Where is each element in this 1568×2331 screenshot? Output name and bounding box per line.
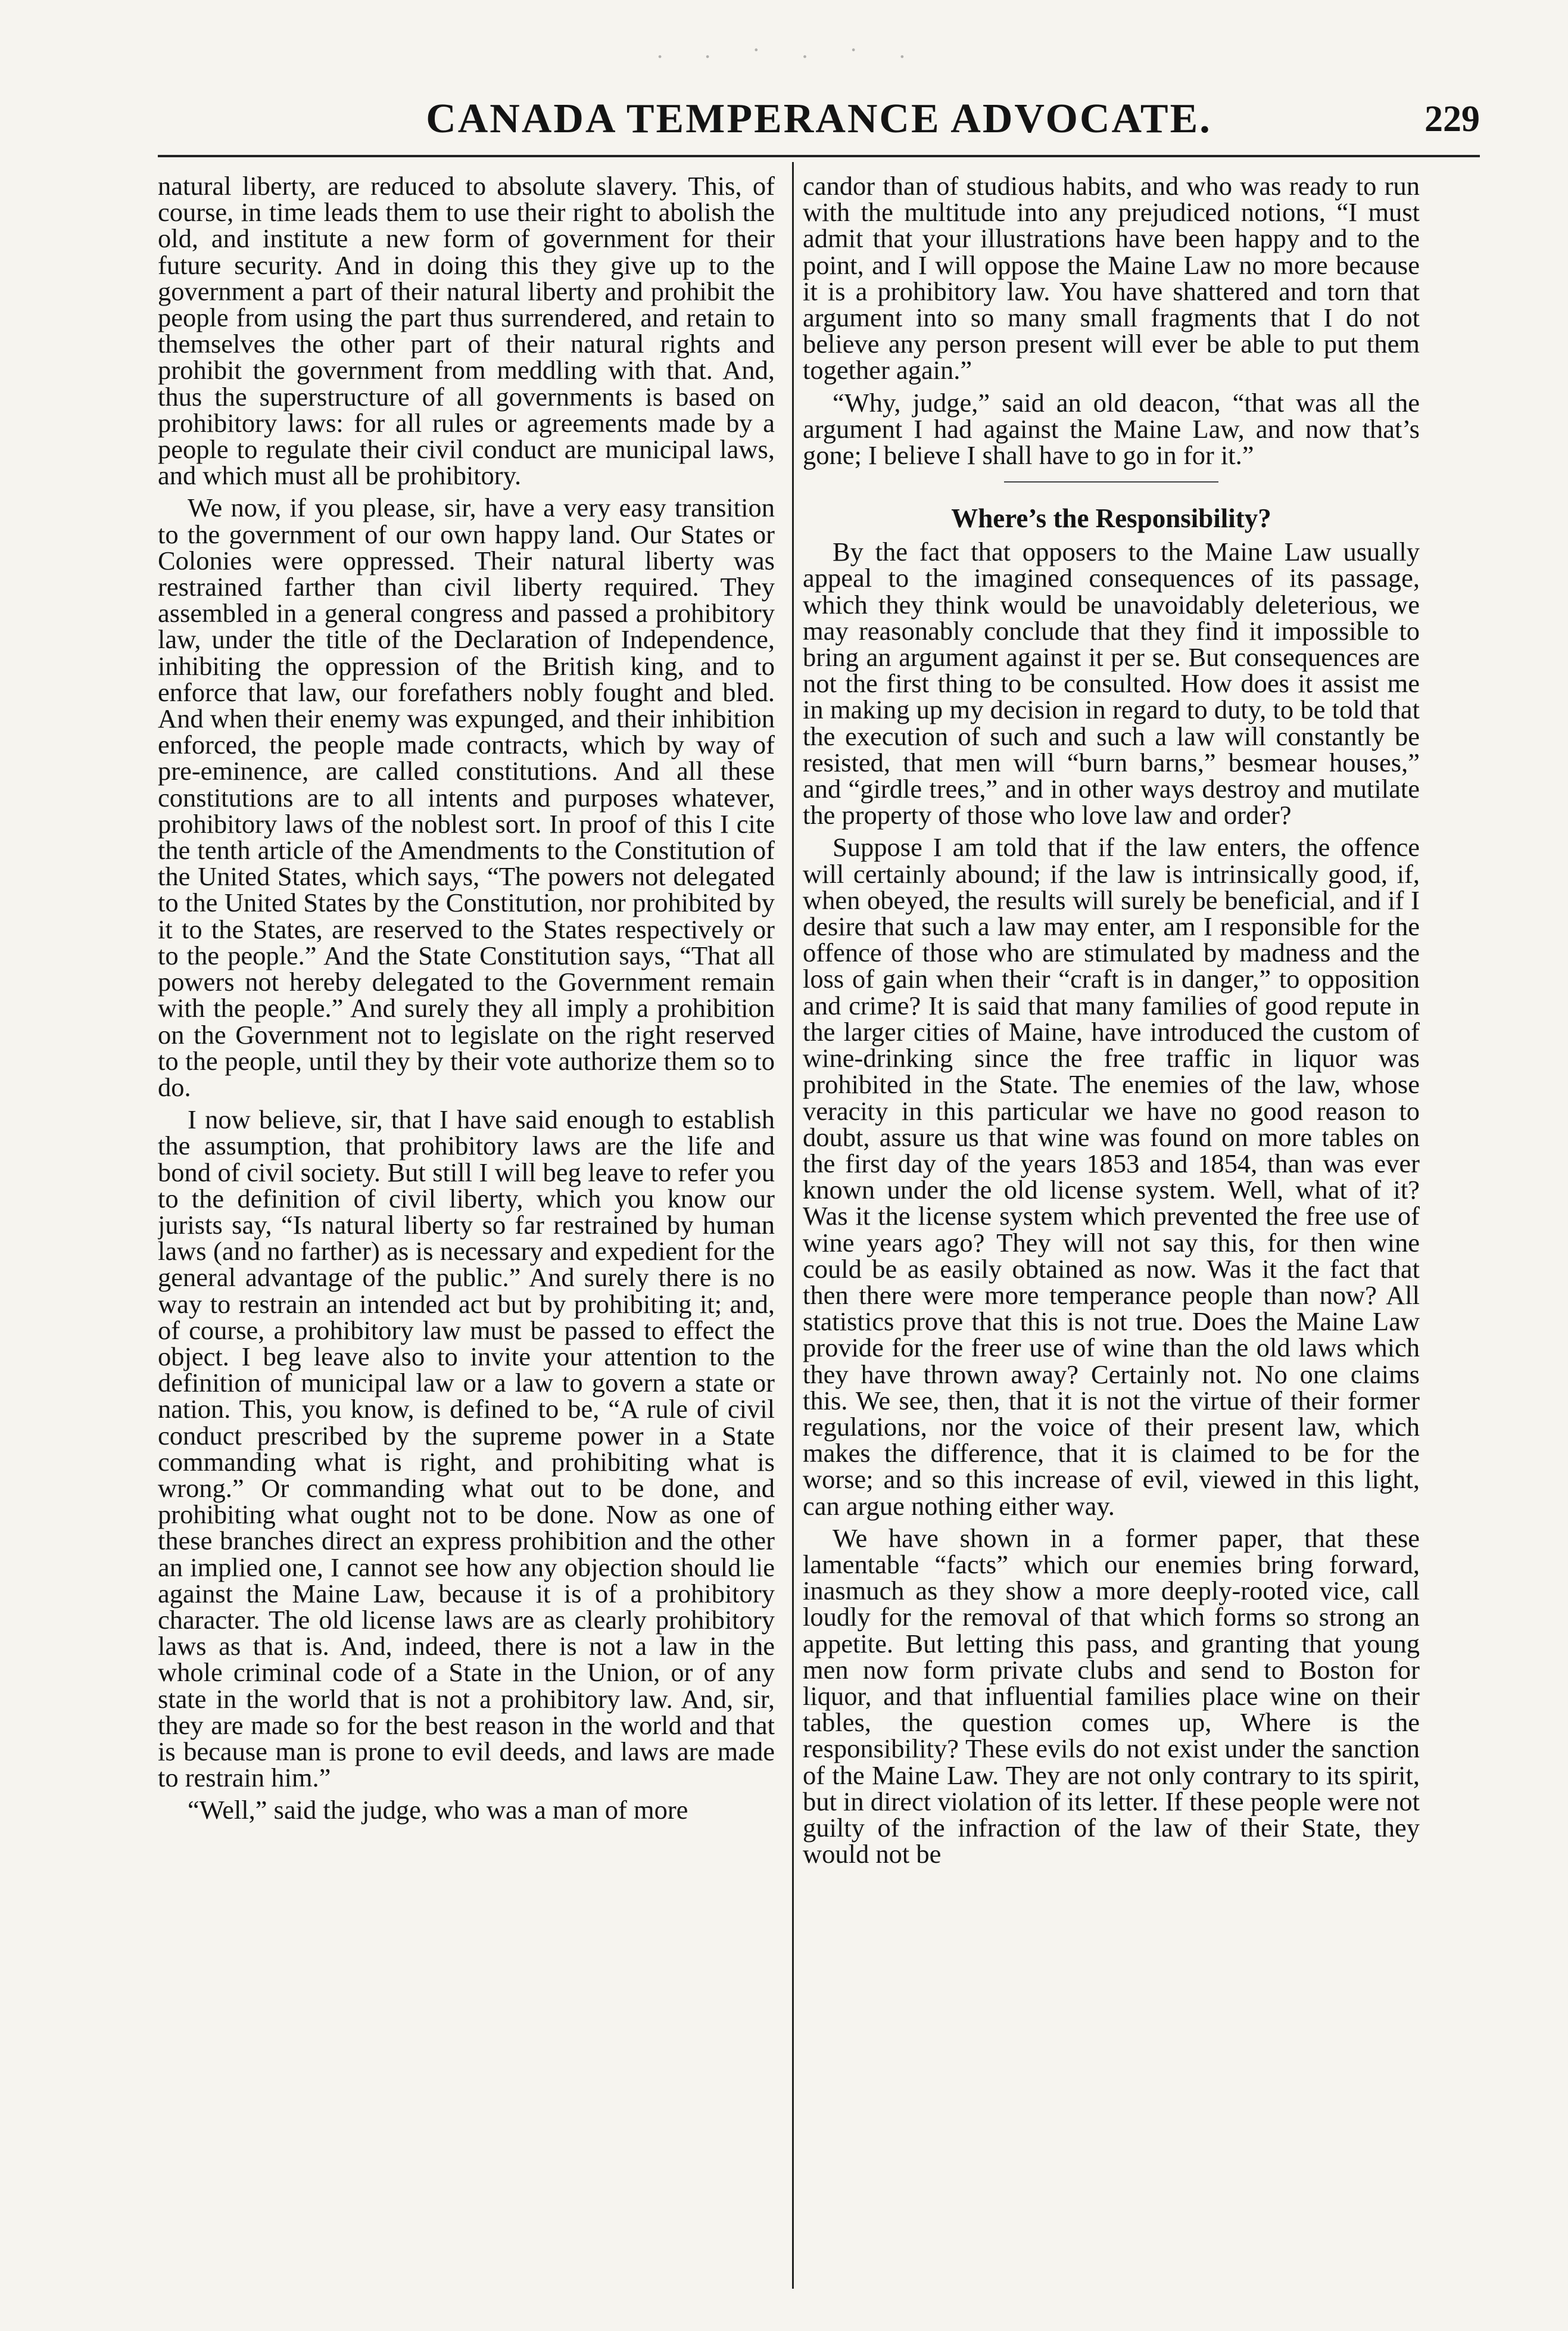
paragraph: We now, if you please, sir, have a very easy transition to the government of our own happy land. Our States or Colonies were oppressed. Their natural liberty was restrained farther than civil liberty required. They assembled in a general congress and passed a prohibitory law, under the title of the Declaration of Independence, inhibiting the oppression of the British king, and to enforce that law, our forefathers nobly fought and bled. And when their enemy was expunged, and their inhibition enforced, the people made contracts, which by way of pre-eminence, are called constitutions. And all these constitutions are to all intents and purposes whatever, prohibitory laws of the noblest sort. In proof of this I cite the tenth article of the Amendments to the Constitution of the United States, which says, “The powers not delegated to the United States by the Constitution, nor prohibited by it to the States, are reserved to the States respectively or to the people.” And the State Constitution says, “That all powers not hereby delegated to the Government remain with the people.” And surely they all imply a prohibition on the Government not to legislate on the right reserved to the people, until they by their vote authorize them so to do. <box>158 493 775 1102</box>
paragraph: candor than of studious habits, and who was ready to run with the multitude into any prejudiced notions, “I must admit that your illustrations have been happy and to the point, and I will oppose the Maine Law no more because it is a prohibitory law. You have shattered and torn that argument into so many small fragments that I do not believe any person present will ever be able to put them together again.” <box>803 173 1420 385</box>
paragraph: Suppose I am told that if the law enters, the offence will certainly abound; if the law is intrinsically good, if, when obeyed, the results will surely be beneficial, and if I desire that such a law may enter, am I responsible for the offence of those who are stimulated by madness and the loss of gain when their “craft is in danger,” to opposition and crime? It is said that many families of good repute in the larger cities of Maine, have introduced the custom of wine-drinking since the free traffic in liquor was prohibited in the State. The enemies of the law, whose veracity in this particular we have no good reason to doubt, assure us that wine was found on more tables on the first day of the years 1853 and 1854, than was ever known under the old license system. Well, what of it? Was it the license system which prevented the free use of wine years ago? They will not say this, for then wine could be as easily obtained as now. Was it the fact that then there were more temperance people than now? All statistics prove that this is not true. Does the Maine Law provide for the freer use of wine than the old laws which they have thrown away? Certainly not. No one claims this. We see, then, that it is not the virtue of their former regulations, nor the voice of their present law, which makes the difference, that it is claimed to be for the worse; and so this increase of evil, viewed in this light, can argue nothing either way. <box>803 832 1420 1521</box>
header-rule <box>158 155 1480 157</box>
article-heading: Where’s the Responsibility? <box>951 503 1271 534</box>
paragraph: I now believe, sir, that I have said enough to establish the assumption, that prohibitory laws are the life and bond of civil society. But still I will beg leave to refer you to the definition of civil liberty, which you know our jurists say, “Is natural liberty so far restrained by human laws (and no farther) as is necessary and expedient for the general advantage of the public.” And surely there is no way to restrain an intended act but by prohibiting it; and, of course, a prohibitory law must be passed to effect the object. I beg leave also to invite your attention to the definition of municipal law or a law to govern a state or nation. This, you know, is defined to be, “A rule of civil conduct prescribed by the supreme power in a State commanding what is right, and prohibiting what is wrong.” Or commanding what out to be done, and prohibiting what ought not to be done. Now as one of these branches direct an express prohibition and the other an implied one, I cannot see how any objection should lie against the Maine Law, because it is of a prohibitory character. The old license laws are as clearly prohibitory laws as that is. And, indeed, there is not a law in the whole criminal code of a State in the Union, or of any state in the world that is not a prohibitory law. And, sir, they are made so for the best reason in the world and that is because man is prone to evil deeds, and laws are made to restrain him.” <box>158 1104 775 1793</box>
paragraph: “Why, judge,” said an old deacon, “that was all the argument I had against the Maine Law, and now that’s gone; I believe I shall have to go in for it.” <box>803 387 1420 471</box>
paragraph: “Well,” said the judge, who was a man of more <box>188 1795 688 1825</box>
faint-running-head: . . · . · . <box>657 36 911 63</box>
left-column <box>158 173 775 2285</box>
page-number: 229 <box>1424 99 1480 139</box>
paragraph: We have shown in a former paper, that these lamentable “facts” which our enemies bring forward, inasmuch as they show a more deeply-rooted vice, call loudly for the removal of that which forms so strong an appetite. But letting this pass, and granting that young men now form private clubs and send to Boston for liquor, and that influential families place wine on their tables, the question comes up, Where is the responsibility? These evils do not exist under the sanction of the Maine Law. They are not only contrary to its spirit, but in direct violation of its letter. If these people were not guilty of the infraction of the law of their State, they would not be <box>803 1523 1420 1869</box>
publication-title: CANADA TEMPERANCE ADVOCATE. <box>426 96 1212 142</box>
right-column <box>803 173 1420 2285</box>
column-divider <box>792 162 794 2289</box>
section-separator <box>1004 481 1218 483</box>
page-header <box>158 89 1480 152</box>
paragraph: natural liberty, are reduced to absolute slavery. This, of course, in time leads them to use their right to abolish the old, and institute a new form of government for their future security. And in doing this they give up to the government a part of their natural liberty and prohibit the people from using the part thus surrendered, and retain to themselves the other part of their natural rights and prohibit the government from meddling with that. And, thus the superstructure of all governments is based on prohibitory laws: for all rules or agreements made by a people to regulate their civil conduct are municipal laws, and which must all be prohibitory. <box>158 173 775 491</box>
paragraph: By the fact that opposers to the Maine Law usually appeal to the imagined consequences of its passage, which they think would be unavoidably deleterious, we may reasonably conclude that they find it impossible to bring an argument against it per se. But consequences are not the first thing to be consulted. How does it assist me in making up my decision in regard to duty, to be told that the execution of such and such a law will constantly be resisted, that men will “burn barns,” besmear houses,” and “girdle trees,” and in other ways destroy and mutilate the property of those who love law and order? <box>803 537 1420 830</box>
